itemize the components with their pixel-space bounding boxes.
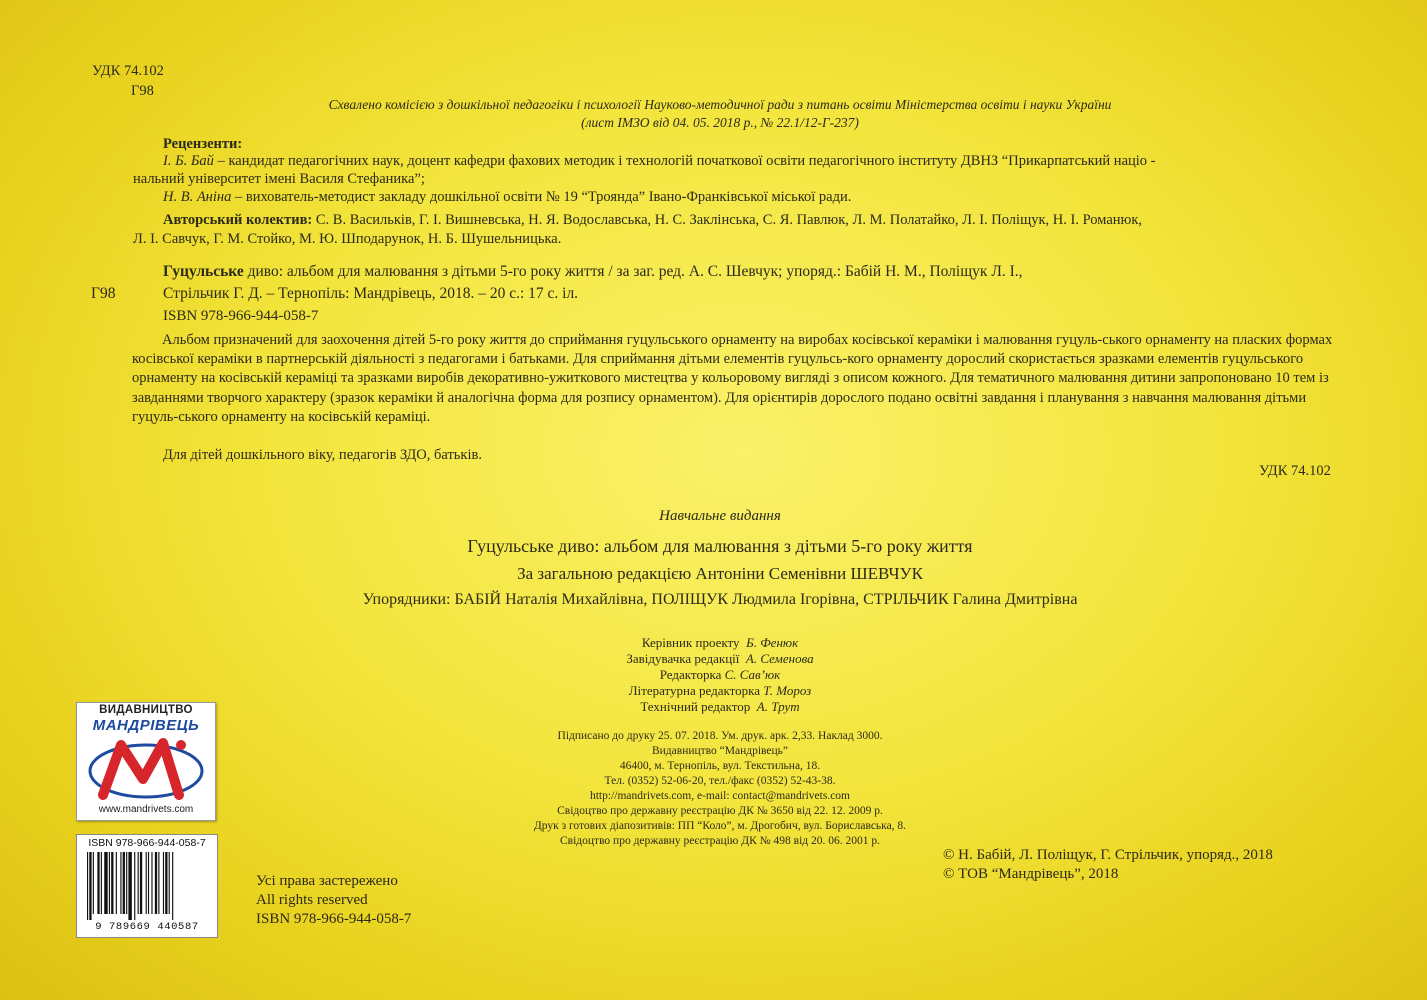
logo-url: www.mandrivets.com (98, 804, 194, 815)
edition-type: Навчальне видання (659, 508, 781, 524)
approval-note: Схвалено комісією з дошкільної педагогіки і психології Науково-методичної ради з питань освіти Міністерства освіти і науки України (328, 97, 1112, 112)
reviewers-heading: Рецензенти: (163, 136, 243, 152)
authors-line-1 (163, 210, 1142, 230)
logo-name: МАНДРІВЕЦЬ (92, 717, 200, 734)
rights-isbn: ISBN 978-966-944-058-7 (256, 911, 412, 927)
copyright-line: © ТОВ “Мандрівець”, 2018 (943, 866, 1119, 882)
publisher-info-line: Видавництво “Мандрівець” (651, 745, 789, 757)
publisher-info-line: 46400, м. Тернопіль, вул. Текстильна, 18. (619, 760, 821, 772)
publisher-info-line: Свідоцтво про державну реєстрацію ДК № 3650 від 22. 12. 2009 р. (557, 805, 883, 817)
reviewer-1-desc: – кандидат педагогічних наук, доцент кафедри фахових методик і технологій початкової освіти педагогічного інституту ДВНЗ “Прикарпатський націо - (213, 153, 1156, 169)
staff-role: Технічний редактор (640, 699, 751, 714)
staff-name: С. Сав’юк (724, 667, 781, 682)
isbn-barcode (76, 834, 218, 938)
logo-emblem-icon (85, 735, 207, 803)
reviewer-2-name: Н. В. Аніна (163, 189, 232, 205)
staff-role: Завідувачка редакції (626, 651, 740, 666)
staff-credit (0, 683, 1427, 699)
barcode-number: 9 789669 440587 (95, 921, 199, 933)
book-title: Гуцульське диво: альбом для малювання з дітьми 5-го року життя (467, 536, 973, 556)
publisher-info-line: Друк з готових діапозитивів: ПП “Коло”, м. Дрогобич, вул. Бориславська, 8. (533, 820, 907, 832)
staff-credit (0, 651, 1427, 667)
staff-role: Керівник проекту (641, 635, 740, 650)
abstract-text: Альбом призначений для заохочення дітей 5-го року життя до сприймання гуцульського орнаменту на виробах косівської кераміки і малювання гуцуль-ського орнаменту на пласких формах косівської кераміки в партнерській діяльності з педагогами і батьками. Для сприймання дітьми елементів гуцульсь-кого орнаменту дорослий скористається зразками елементів гуцульського орнаменту на косівській кераміці та зразками виробів декоративно-ужиткового мистецтва у кольоровому вигляді з описом кожного. Для тематичного малювання дитини запропоновано 10 тем із завданнями творчого характеру (зразок кераміки й аналогічна форма для розпису орнаментом). Для орієнтирів дорослого подано освітні завдання і планування з навчання малювання дітьми гуцуль-ського орнаменту на косівській кераміці. (132, 332, 1333, 425)
staff-name: Б. Фенюк (746, 635, 799, 650)
general-editor: За загальною редакцією Антоніни Семенівни ШЕВЧУК (517, 564, 923, 583)
authors-heading: Авторський колектив: (163, 212, 313, 228)
biblio-line-2: Стрільчик Г. Д. – Тернопіль: Мандрівець, 2018. – 20 с.: 17 с. іл. (163, 285, 579, 302)
udc-code: УДК 74.102 (92, 63, 164, 79)
logo-caption: ВИДАВНИЦТВО (99, 704, 193, 716)
authors-line-2: Л. І. Савчук, Г. М. Стойко, М. Ю. Шподарунок, Н. Б. Шушельницька. (133, 231, 562, 247)
compilers: Упорядники: БАБІЙ Наталія Михайлівна, ПОЛІЩУК Людмила Ігорівна, СТРІЛЬЧИК Галина Дмитрівна (362, 591, 1078, 608)
biblio-title: Гуцульське (163, 263, 244, 280)
publisher-info-line: http://mandrivets.com, e-mail: contact@mandrivets.com (589, 790, 850, 802)
reviewer-1-desc-cont: нальний університет імені Василя Стефаника”; (133, 171, 425, 187)
staff-credit (0, 635, 1427, 651)
udc-code-right: УДК 74.102 (1259, 463, 1331, 479)
reviewer-2-desc: – вихователь-методист закладу дошкільної освіти № 19 “Троянда” Івано-Франківської міської ради. (231, 189, 852, 205)
staff-name: А. Трут (756, 699, 800, 714)
authors-list-1: С. В. Васильків, Г. І. Вишневська, Н. Я. Водославська, Н. С. Заклінська, С. Я. Павлюк, Л. М. Полатайко, Л. І. Поліщук, Н. І. Романюк, (312, 212, 1143, 228)
staff-name: Т. Мороз (763, 683, 812, 698)
biblio-isbn: ISBN 978-966-944-058-7 (163, 308, 319, 324)
audience-note: Для дітей дошкільного віку, педагогів ЗДО, батьків. (163, 447, 482, 463)
classification-code: Г98 (131, 83, 154, 99)
rights-line: Усі права застережено (256, 873, 398, 889)
publisher-info-line: Підписано до друку 25. 07. 2018. Ум. друк. арк. 2,33. Наклад 3000. (557, 730, 883, 742)
publisher-info-line: Тел. (0352) 52-06-20, тел./факс (0352) 52-43-38. (604, 775, 836, 787)
biblio-code: Г98 (91, 285, 116, 302)
biblio-line-1 (163, 262, 1023, 282)
barcode-isbn-text: ISBN 978-966-944-058-7 (88, 837, 206, 849)
barcode-bars-icon (85, 852, 209, 920)
approval-letter: (лист ІМЗО від 04. 05. 2018 р., № 22.1/12-Г-237) (581, 115, 859, 130)
biblio-desc: диво: альбом для малювання з дітьми 5-го року життя / за заг. ред. А. С. Шевчук; упоряд.: Бабій Н. М., Поліщук Л. І., (243, 263, 1023, 280)
reviewer-1 (163, 151, 1156, 171)
copyright-line: © Н. Бабій, Л. Поліщук, Г. Стрільчик, упоряд., 2018 (943, 847, 1273, 863)
staff-role: Літературна редакторка (628, 683, 761, 698)
rights-line: All rights reserved (256, 892, 368, 908)
staff-credit (0, 667, 1427, 683)
reviewer-1-name: І. Б. Бай (163, 153, 214, 169)
staff-role: Редакторка (659, 667, 722, 682)
reviewer-2 (163, 187, 851, 207)
staff-name: А. Семенова (745, 651, 814, 666)
publisher-info-line: Свідоцтво про державну реєстрацію ДК № 498 від 20. 06. 2001 р. (560, 835, 880, 847)
publisher-logo (76, 702, 216, 821)
